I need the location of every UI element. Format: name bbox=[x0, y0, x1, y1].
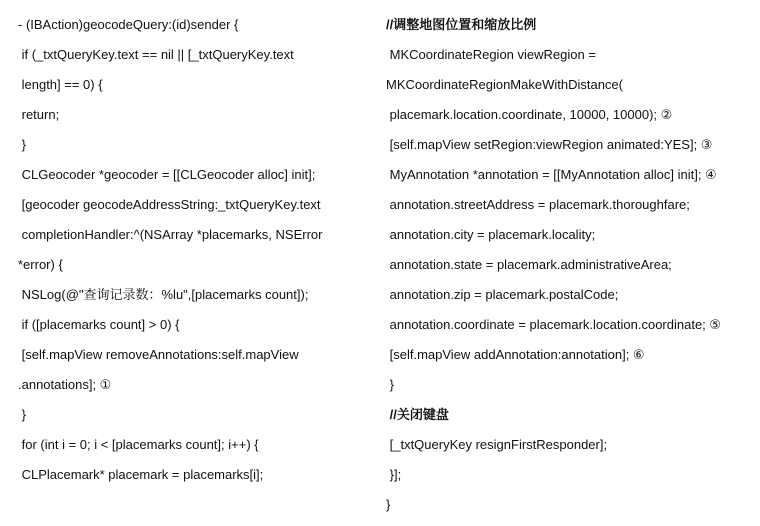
code-line: if ([placemarks count] > 0) { bbox=[18, 317, 180, 332]
code-line: annotation.coordinate = placemark.location.coordinate; ⑤ bbox=[386, 317, 722, 332]
code-line: length] == 0) { bbox=[18, 77, 103, 92]
code-line: NSLog(@"查询记录数：%lu",[placemarks count]); bbox=[18, 287, 309, 302]
code-line: return; bbox=[18, 107, 60, 122]
code-line: } bbox=[386, 497, 391, 512]
code-line: .annotations]; ① bbox=[18, 377, 112, 392]
comment-text: //关闭键盘 bbox=[386, 407, 449, 422]
code-line: } bbox=[18, 407, 26, 422]
code-line: CLGeocoder *geocoder = [[CLGeocoder alloc] init]; bbox=[18, 167, 316, 182]
code-line: [self.mapView addAnnotation:annotation]; ⑥ bbox=[386, 347, 645, 362]
comment-text: //调整地图位置和缩放比例 bbox=[386, 17, 537, 32]
code-line: MKCoordinateRegionMakeWithDistance( bbox=[386, 77, 623, 92]
code-comment bbox=[386, 17, 536, 33]
code-line: MyAnnotation *annotation = [[MyAnnotation alloc] init]; ④ bbox=[386, 167, 717, 182]
code-line: [_txtQueryKey resignFirstResponder]; bbox=[386, 437, 608, 452]
code-line: completionHandler:^(NSArray *placemarks, NSError bbox=[18, 227, 323, 242]
code-line: *error) { bbox=[18, 257, 63, 272]
code-line: if (_txtQueryKey.text == nil || [_txtQueryKey.text bbox=[18, 47, 294, 62]
code-line: CLPlacemark* placemark = placemarks[i]; bbox=[18, 467, 264, 482]
code-line: placemark.location.coordinate, 10000, 10000); ② bbox=[386, 107, 673, 122]
code-line: }]; bbox=[386, 467, 402, 482]
code-line: [self.mapView setRegion:viewRegion animated:YES]; ③ bbox=[386, 137, 713, 152]
code-line: annotation.state = placemark.administrativeArea; bbox=[386, 257, 672, 272]
code-line: } bbox=[386, 377, 394, 392]
code-line: - (IBAction)geocodeQuery:(id)sender { bbox=[18, 17, 239, 32]
code-line: for (int i = 0; i < [placemarks count]; i++) { bbox=[18, 437, 259, 452]
code-line: } bbox=[18, 137, 26, 152]
code-line: MKCoordinateRegion viewRegion = bbox=[386, 47, 596, 62]
code-line: annotation.zip = placemark.postalCode; bbox=[386, 287, 619, 302]
code-line: [self.mapView removeAnnotations:self.mapView bbox=[18, 347, 299, 362]
code-line: annotation.city = placemark.locality; bbox=[386, 227, 596, 242]
code-line: [geocoder geocodeAddressString:_txtQueryKey.text bbox=[18, 197, 321, 212]
code-line: annotation.streetAddress = placemark.thoroughfare; bbox=[386, 197, 690, 212]
code-comment bbox=[386, 407, 449, 423]
